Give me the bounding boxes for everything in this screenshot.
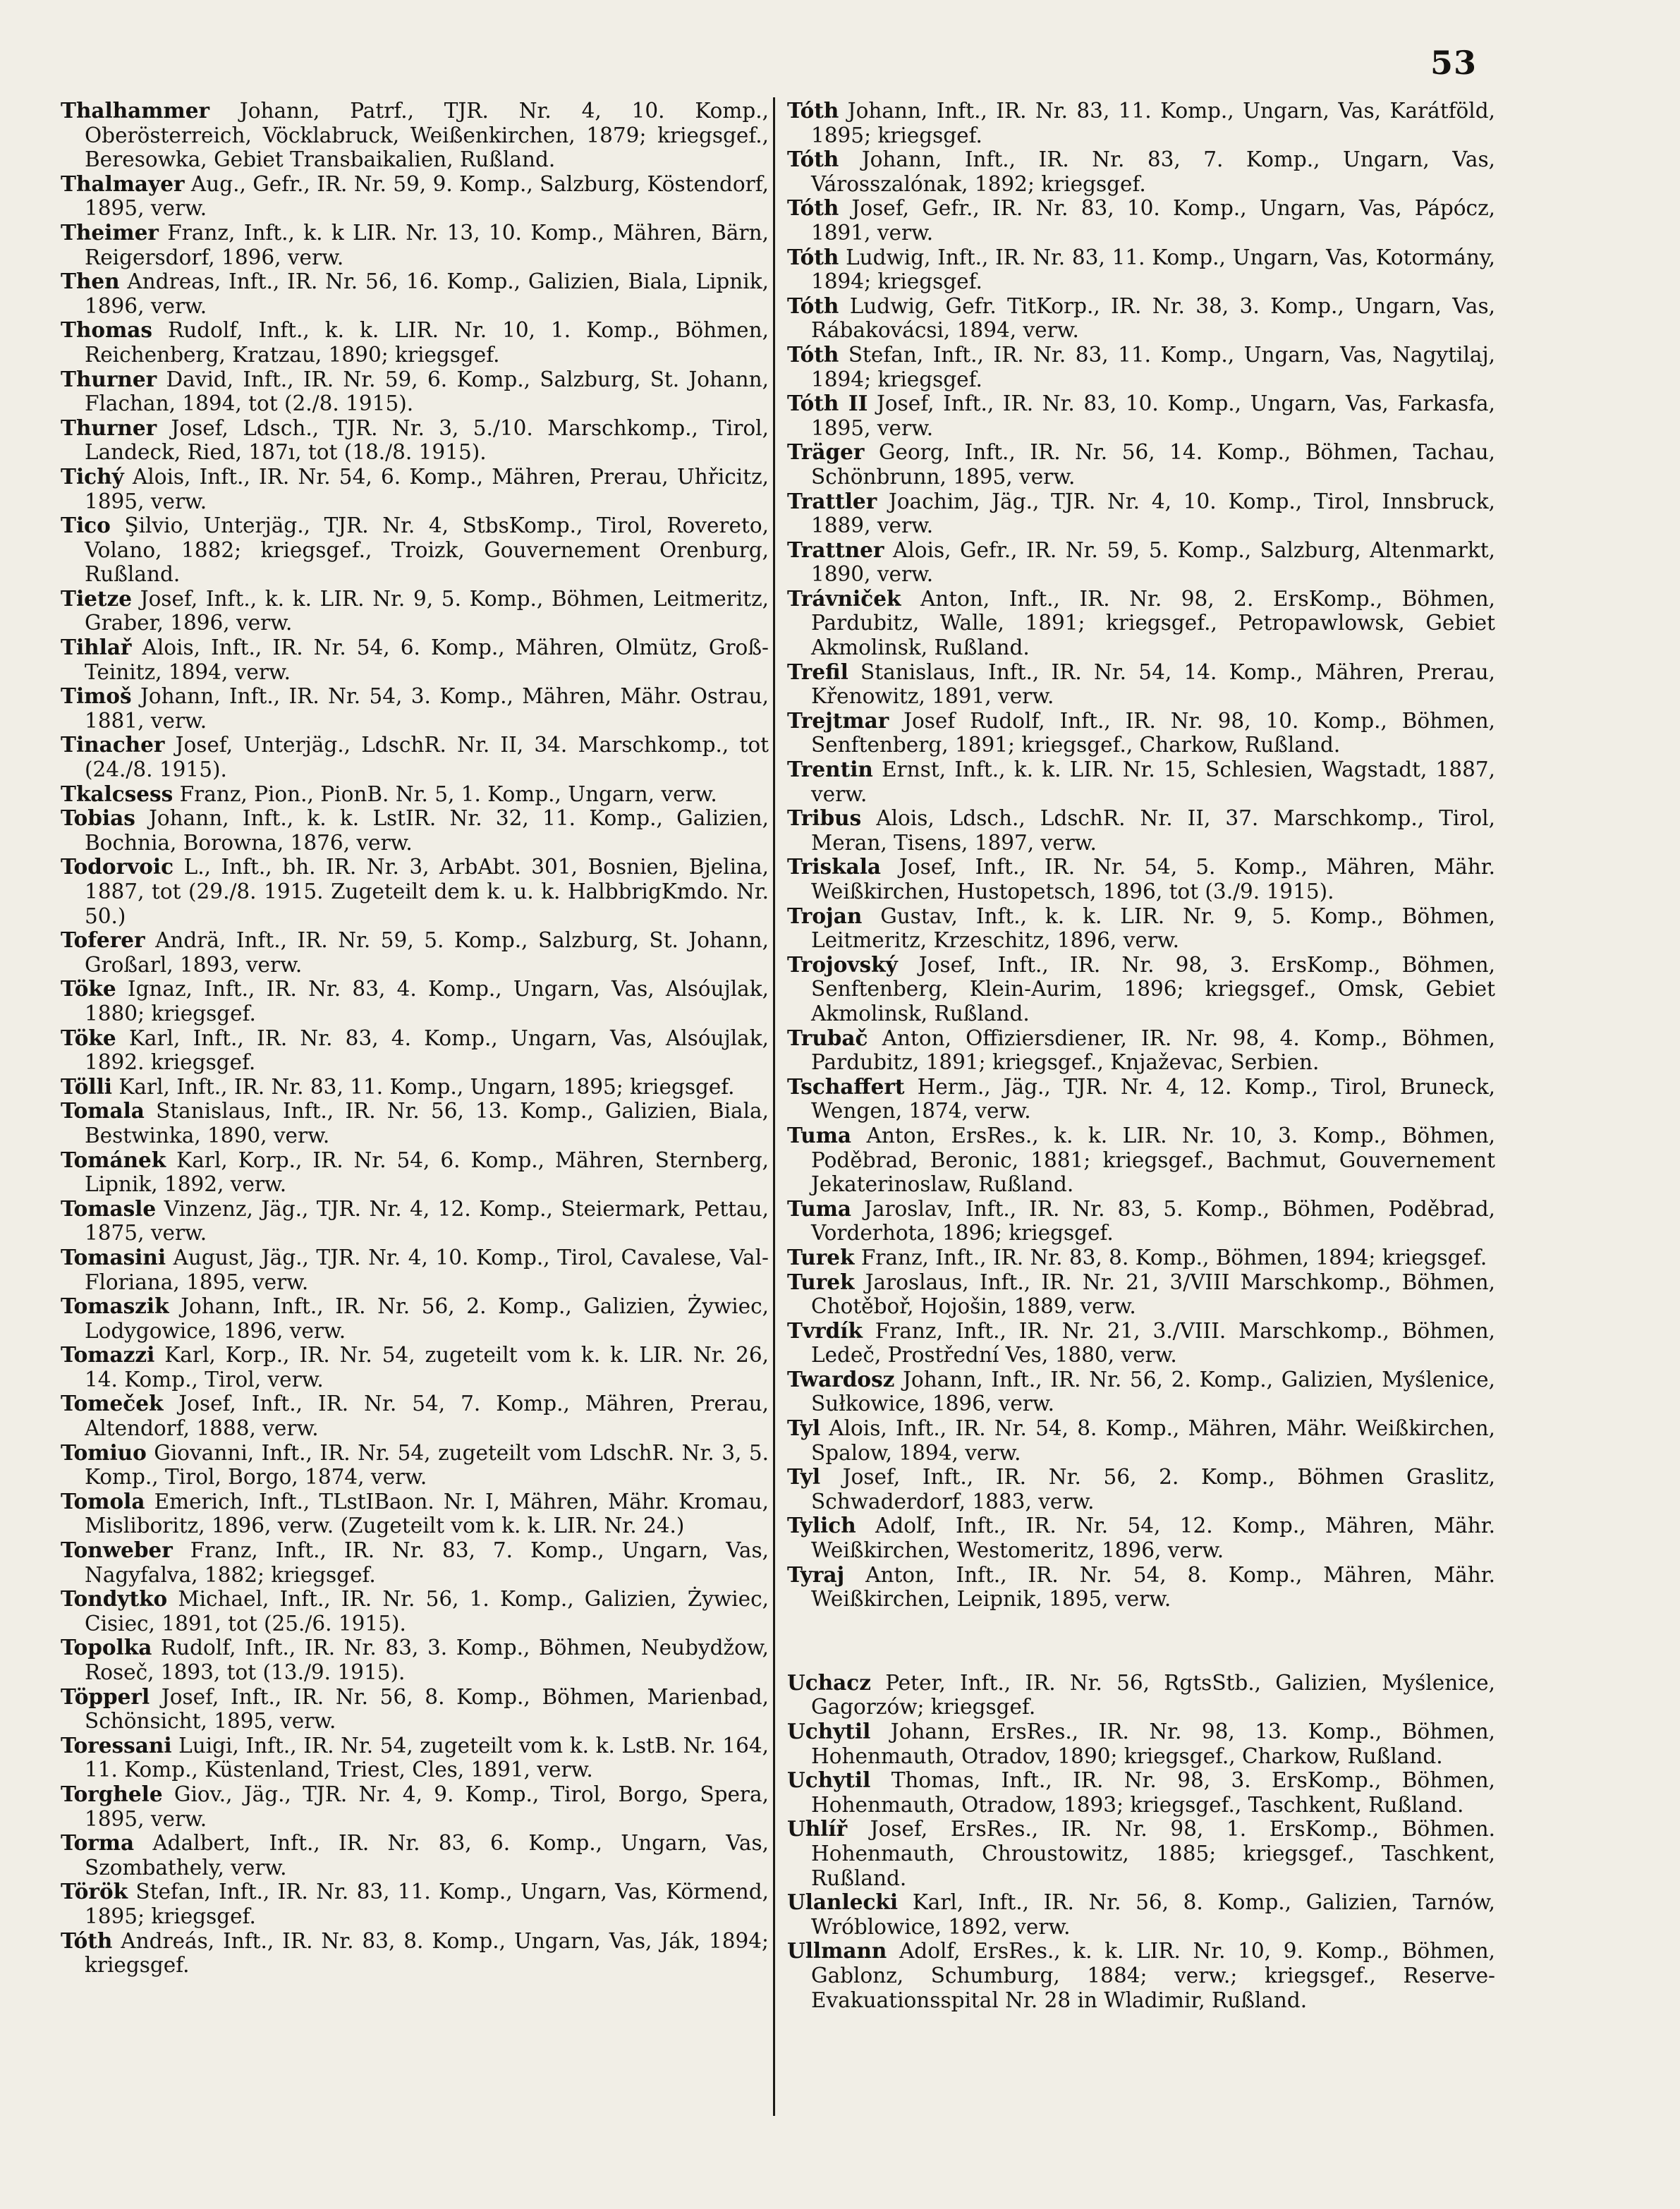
- entry-surname: Tomola: [61, 1488, 145, 1514]
- register-entry: [787, 245, 1495, 294]
- register-entry: [61, 1734, 769, 1782]
- entry-surname: Ulanlecki: [787, 1889, 899, 1915]
- register-entry: [787, 1817, 1495, 1890]
- register-entry: [61, 172, 769, 221]
- entry-details: Alois, Gefr., IR. Nr. 59, 5. Komp., Salzburg, Altenmarkt, 1890, verw.: [811, 537, 1495, 587]
- entry-details: Josef Rudolf, Inft., IR. Nr. 98, 10. Komp., Böhmen, Senftenberg, 1891; kriegsgef., Charkow, Rußland.: [811, 708, 1495, 757]
- register-entry: [61, 928, 769, 977]
- entry-details: Josef, Inft., IR. Nr. 56, 8. Komp., Böhmen, Marienbad, Schönsicht, 1895, verw.: [85, 1684, 769, 1734]
- register-entry: [787, 1270, 1495, 1319]
- entry-surname: Thalhammer: [61, 98, 210, 123]
- left-column: [61, 99, 769, 1978]
- entry-details: Alois, Inft., IR. Nr. 54, 6. Komp., Mähren, Prerau, Uhřicitz, 1895, verw.: [85, 464, 769, 513]
- register-entry: [61, 806, 769, 855]
- entry-surname: Trentin: [787, 757, 873, 782]
- entry-surname: Tico: [61, 513, 111, 538]
- entry-details: Giov., Jäg., TJR. Nr. 4, 9. Komp., Tirol, Borgo, Spera, 1895, verw.: [85, 1782, 769, 1831]
- entry-surname: Trojan: [787, 903, 863, 928]
- register-entry: [787, 660, 1495, 709]
- entry-details: Herm., Jäg., TJR. Nr. 4, 12. Komp., Tirol, Bruneck, Wengen, 1874, verw.: [811, 1074, 1495, 1124]
- entry-details: Josef, Inft., IR. Nr. 98, 3. ErsKomp., Böhmen, Senftenberg, Klein-Aurim, 1896; kriegsgef., Omsk, Gebiet Akmolinsk, Rußland.: [811, 952, 1495, 1026]
- register-entry: [61, 367, 769, 416]
- entry-surname: Uchytil: [787, 1767, 871, 1793]
- entry-details: Josef, Inft., IR. Nr. 83, 10. Komp., Ungarn, Vas, Farkasfa, 1895, verw.: [811, 391, 1495, 440]
- entry-surname: Tomala: [61, 1098, 145, 1124]
- entry-details: Ernst, Inft., k. k. LIR. Nr. 15, Schlesien, Wagstadt, 1887, verw.: [811, 757, 1495, 806]
- register-entry: [61, 1636, 769, 1684]
- entry-details: Franz, Inft., k. k LIR. Nr. 13, 10. Komp., Mähren, Bärn, Reigersdorf, 1896, verw.: [85, 220, 769, 269]
- entry-surname: Tinacher: [61, 732, 165, 757]
- entry-details: Josef, Inft., k. k. LIR. Nr. 9, 5. Komp., Böhmen, Leitmeritz, Graber, 1896, verw.: [85, 586, 769, 635]
- entry-details: Andreas, Inft., IR. Nr. 56, 16. Komp., Galizien, Biala, Lipnik, 1896, verw.: [85, 269, 769, 318]
- entry-surname: Uchytil: [787, 1719, 871, 1744]
- entry-details: Josef, Inft., IR. Nr. 56, 2. Komp., Böhmen Graslitz, Schwaderdorf, 1883, verw.: [811, 1465, 1495, 1514]
- entry-surname: Tschaffert: [787, 1073, 905, 1099]
- entry-surname: Thurner: [61, 415, 157, 440]
- register-entry: [61, 1343, 769, 1392]
- entry-details: Johann, ErsRes., IR. Nr. 98, 13. Komp., Böhmen, Hohenmauth, Otradov, 1890; kriegsgef., Charkow, Rußland.: [811, 1720, 1495, 1768]
- entry-surname: Timoš: [61, 683, 132, 709]
- register-entry: [787, 1768, 1495, 1817]
- entry-surname: Thalmayer: [61, 171, 185, 196]
- entry-surname: Tobias: [61, 805, 135, 831]
- entry-surname: Then: [61, 269, 120, 294]
- register-entry: [787, 806, 1495, 855]
- entry-details: Johann, Inft., IR. Nr. 83, 7. Komp., Ungarn, Vas, Városszalónak, 1892; kriegsgef.: [811, 147, 1495, 196]
- entry-details: Josef, Inft., IR. Nr. 54, 7. Komp., Mähren, Prerau, Altendorf, 1888, verw.: [85, 1392, 769, 1441]
- entry-details: Peter, Inft., IR. Nr. 56, RgtsStb., Galizien, Myślenice, Gagorzów; kriegsgef.: [811, 1670, 1495, 1720]
- section-gap: [787, 1612, 1495, 1671]
- entry-surname: Tóth: [787, 195, 839, 221]
- entry-surname: Trojovský: [787, 951, 898, 977]
- entry-details: Karl, Inft., IR. Nr. 83, 4. Komp., Ungarn, Vas, Alsóujlak, 1892. kriegsgef.: [85, 1026, 769, 1075]
- entry-surname: Todorvoic: [61, 854, 174, 880]
- entry-details: Josef, Gefr., IR. Nr. 83, 10. Komp., Ungarn, Vas, Pápócz, 1891, verw.: [811, 196, 1495, 245]
- register-entry: [787, 1465, 1495, 1514]
- register-entry: [61, 733, 769, 781]
- entry-details: Josef, Inft., IR. Nr. 54, 5. Komp., Mähren, Mähr. Weißkirchen, Hustopetsch, 1896, tot (3./9. 1915).: [811, 855, 1495, 903]
- entry-surname: Ullmann: [787, 1938, 887, 1964]
- entry-surname: Torghele: [61, 1781, 163, 1806]
- entry-details: August, Jäg., TJR. Nr. 4, 10. Komp., Tirol, Cavalese, Val-Floriana, 1895, verw.: [85, 1245, 769, 1294]
- register-entry: [61, 1685, 769, 1734]
- entry-surname: Tomaszik: [61, 1294, 169, 1319]
- register-entry: [61, 587, 769, 635]
- entry-details: Franz, Inft., IR. Nr. 83, 8. Komp., Böhmen, 1894; kriegsgef.: [854, 1245, 1487, 1270]
- entry-details: Andrä, Inft., IR. Nr. 59, 5. Komp., Salzburg, St. Johann, Großarl, 1893, verw.: [85, 928, 769, 977]
- register-entry: [61, 1831, 769, 1880]
- entry-details: Stefan, Inft., IR. Nr. 83, 11. Komp., Ungarn, Vas, Nagytilaj, 1894; kriegsgef.: [811, 342, 1495, 391]
- entry-surname: Töpperl: [61, 1684, 150, 1709]
- entry-details: Adolf, ErsRes., k. k. LIR. Nr. 10, 9. Komp., Böhmen, Gablonz, Schumburg, 1884; verw.; kriegsgef., Reserve-Evakuationsspital Nr. 28 in Wladimir, Rußland.: [811, 1939, 1495, 2012]
- entry-details: Gustav, Inft., k. k. LIR. Nr. 9, 5. Komp., Böhmen, Leitmeritz, Krzeschitz, 1896, verw.: [811, 903, 1495, 953]
- register-entry: [787, 294, 1495, 343]
- entry-details: Andreás, Inft., IR. Nr. 83, 8. Komp., Ungarn, Vas, Ják, 1894; kriegsgef.: [85, 1928, 769, 1978]
- entry-surname: Töke: [61, 1025, 116, 1050]
- entry-details: Josef, Unterjäg., LdschR. Nr. II, 34. Marschkomp., tot (24./8. 1915).: [85, 733, 769, 782]
- entry-details: Stefan, Inft., IR. Nr. 83, 11. Komp., Ungarn, Vas, Körmend, 1895; kriegsgef.: [85, 1880, 769, 1928]
- entry-details: Ludwig, Inft., IR. Nr. 83, 11. Komp., Ungarn, Vas, Kotormány, 1894; kriegsgef.: [811, 245, 1495, 294]
- register-entry: [787, 1246, 1495, 1270]
- register-entry: [61, 1246, 769, 1294]
- entry-details: Thomas, Inft., IR. Nr. 98, 3. ErsKomp., Böhmen, Hohenmauth, Otradow, 1893; kriegsgef., Taschkent, Rußland.: [811, 1768, 1495, 1817]
- entry-surname: Tvrdík: [787, 1318, 863, 1343]
- register-entry: [61, 1880, 769, 1928]
- entry-surname: Topolka: [61, 1635, 152, 1660]
- entry-surname: Tomasini: [61, 1244, 166, 1270]
- entry-details: Luigi, Inft., IR. Nr. 54, zugeteilt vom k. k. LstB. Nr. 164, 11. Komp., Küstenland, Triest, Cles, 1891, verw.: [85, 1733, 769, 1782]
- right-column-u-entries: [787, 1671, 1495, 2012]
- register-entry: [61, 465, 769, 513]
- entry-surname: Trejtmar: [787, 707, 889, 733]
- entry-surname: Tóth: [787, 341, 839, 367]
- entry-details: Johann, Inft., IR. Nr. 56, 2. Komp., Galizien, Żywiec, Lodygowice, 1896, verw.: [85, 1294, 769, 1343]
- entry-details: Alois, Inft., IR. Nr. 54, 6. Komp., Mähren, Olmütz, Groß-Teinitz, 1894, verw.: [85, 635, 769, 684]
- register-entry: [787, 1368, 1495, 1416]
- entry-surname: Thurner: [61, 366, 157, 391]
- entry-surname: Tylich: [787, 1513, 856, 1538]
- right-column-t-entries: [787, 99, 1495, 1612]
- entry-details: Georg, Inft., IR. Nr. 56, 14. Komp., Böhmen, Tachau, Schönbrunn, 1895, verw.: [811, 440, 1495, 489]
- entry-details: Franz, Pion., PionB. Nr. 5, 1. Komp., Ungarn, verw.: [173, 781, 717, 806]
- register-entry: [787, 757, 1495, 806]
- entry-surname: Tóth: [787, 98, 839, 123]
- register-entry: [61, 635, 769, 684]
- register-entry: [787, 1671, 1495, 1720]
- entry-details: Anton, Inft., IR. Nr. 98, 2. ErsKomp., Böhmen, Pardubitz, Walle, 1891; kriegsgef., Petropawlowsk, Gebiet Akmolinsk, Rußland.: [811, 586, 1495, 660]
- entry-surname: Toressani: [61, 1732, 172, 1758]
- page-number: 53: [1430, 44, 1477, 82]
- entry-details: Adalbert, Inft., IR. Nr. 83, 6. Komp., Ungarn, Vas, Szombathely, verw.: [85, 1831, 769, 1880]
- register-entry: [61, 855, 769, 928]
- register-entry: [787, 1939, 1495, 2012]
- entry-details: L., Inft., bh. IR. Nr. 3, ArbAbt. 301, Bosnien, Bjelina, 1887, tot (29./8. 1915. Zugeteilt dem k. u. k. HalbbrigKmdo. Nr. 50.): [85, 855, 769, 928]
- entry-surname: Tichý: [61, 463, 124, 489]
- entry-details: Anton, ErsRes., k. k. LIR. Nr. 10, 3. Komp., Böhmen, Poděbrad, Beronic, 1881; kriegsgef., Bachmut, Gouvernement Jekaterinoslaw, Rußland.: [811, 1123, 1495, 1197]
- register-entry: [787, 1197, 1495, 1246]
- register-entry: [61, 1026, 769, 1075]
- entry-details: Giovanni, Inft., IR. Nr. 54, zugeteilt vom LdschR. Nr. 3, 5. Komp., Tirol, Borgo, 1874, verw.: [85, 1440, 769, 1490]
- entry-surname: Trefil: [787, 659, 848, 684]
- register-entry: [61, 99, 769, 172]
- entry-details: Stanislaus, Inft., IR. Nr. 56, 13. Komp., Galizien, Biala, Bestwinka, 1890, verw.: [85, 1099, 769, 1148]
- entry-surname: Trattner: [787, 537, 884, 562]
- entry-details: Karl, Korp., IR. Nr. 54, 6. Komp., Mähren, Sternberg, Lipnik, 1892, verw.: [85, 1148, 769, 1197]
- column-divider: [773, 97, 775, 2116]
- register-entry: [61, 1294, 769, 1343]
- entry-surname: Uhlíř: [787, 1816, 848, 1842]
- entry-details: Şilvio, Unterjäg., TJR. Nr. 4, StbsKomp., Tirol, Rovereto, Volano, 1882; kriegsgef., Troizk, Gouvernement Orenburg, Rußland.: [85, 513, 769, 587]
- register-entry: [787, 587, 1495, 660]
- entry-surname: Toferer: [61, 927, 145, 953]
- register-entry: [787, 538, 1495, 587]
- register-entry: [787, 147, 1495, 196]
- register-entry: [61, 269, 769, 318]
- register-entry: [787, 855, 1495, 903]
- entry-surname: Tyl: [787, 1416, 821, 1441]
- entry-details: Ludwig, Gefr. TitKorp., IR. Nr. 38, 3. Komp., Ungarn, Vas, Rábakovácsi, 1894, verw.: [811, 293, 1495, 343]
- entry-details: Franz, Inft., IR. Nr. 21, 3./VIII. Marschkomp., Böhmen, Ledeč, Prostřední Ves, 1880, verw.: [811, 1318, 1495, 1368]
- entry-details: Alois, Ldsch., LdschR. Nr. II, 37. Marschkomp., Tirol, Meran, Tisens, 1897, verw.: [811, 806, 1495, 855]
- entry-details: Karl, Inft., IR. Nr. 56, 8. Komp., Galizien, Tarnów, Wróblowice, 1892, verw.: [811, 1890, 1495, 1939]
- entry-surname: Tihlař: [61, 635, 132, 660]
- entry-surname: Tuma: [787, 1122, 852, 1148]
- entry-surname: Tölli: [61, 1073, 113, 1099]
- entry-surname: Trávniček: [787, 585, 901, 611]
- register-entry: [61, 513, 769, 587]
- register-entry: [61, 1392, 769, 1440]
- register-entry: [787, 1026, 1495, 1075]
- register-entry: [787, 1124, 1495, 1197]
- entry-surname: Tyraj: [787, 1562, 845, 1587]
- register-entry: [61, 1538, 769, 1587]
- entry-surname: Uchacz: [787, 1669, 871, 1695]
- entry-details: Karl, Korp., IR. Nr. 54, zugeteilt vom k. k. LIR. Nr. 26, 14. Komp., Tirol, verw.: [85, 1343, 769, 1392]
- entry-surname: Tóth: [787, 244, 839, 269]
- register-entry: [61, 1099, 769, 1148]
- entry-details: Rudolf, Inft., IR. Nr. 83, 3. Komp., Böhmen, Neubydžow, Roseč, 1893, tot (13./9. 1915).: [85, 1636, 769, 1684]
- entry-surname: Tóth: [787, 293, 839, 318]
- register-entry: [61, 1197, 769, 1246]
- entry-details: Adolf, Inft., IR. Nr. 54, 12. Komp., Mähren, Mähr. Weißkirchen, Westomeritz, 1896, verw.: [811, 1514, 1495, 1563]
- entry-surname: Twardosz: [787, 1366, 895, 1392]
- entry-surname: Tomeček: [61, 1391, 164, 1416]
- entry-surname: Theimer: [61, 219, 159, 245]
- entry-surname: Török: [61, 1879, 128, 1904]
- entry-details: Johann, Inft., IR. Nr. 56, 2. Komp., Galizien, Myślenice, Sułkowice, 1896, verw.: [811, 1367, 1495, 1416]
- entry-surname: Tóth II: [787, 391, 868, 416]
- entry-details: Johann, Patrf., TJR. Nr. 4, 10. Komp., Oberösterreich, Vöcklabruck, Weißenkirchen, 1879; kriegsgef., Beresowka, Gebiet Transbaikalien, Rußland.: [85, 99, 769, 172]
- register-entry: [61, 1441, 769, 1490]
- entry-details: Anton, Offiziersdiener, IR. Nr. 98, 4. Komp., Böhmen, Pardubitz, 1891; kriegsgef., Knjaževac, Serbien.: [811, 1026, 1495, 1075]
- entry-details: Franz, Inft., IR. Nr. 83, 7. Komp., Ungarn, Vas, Nagyfalva, 1882; kriegsgef.: [85, 1538, 769, 1587]
- entry-details: Vinzenz, Jäg., TJR. Nr. 4, 12. Komp., Steiermark, Pettau, 1875, verw.: [85, 1196, 769, 1246]
- register-entry: [61, 221, 769, 269]
- entry-surname: Trubač: [787, 1025, 868, 1050]
- entry-surname: Tuma: [787, 1195, 852, 1221]
- entry-surname: Töke: [61, 976, 116, 1002]
- entry-details: Ignaz, Inft., IR. Nr. 83, 4. Komp., Ungarn, Vas, Alsóujlak, 1880; kriegsgef.: [85, 977, 769, 1026]
- entry-surname: Tkalcsess: [61, 781, 174, 806]
- register-entry: [787, 196, 1495, 245]
- entry-surname: Tonweber: [61, 1538, 173, 1563]
- entry-details: Rudolf, Inft., k. k. LIR. Nr. 10, 1. Komp., Böhmen, Reichenberg, Kratzau, 1890; kriegsgef.: [85, 318, 769, 367]
- entry-surname: Triskala: [787, 854, 882, 880]
- register-entry: [61, 1782, 769, 1831]
- entry-details: Joachim, Jäg., TJR. Nr. 4, 10. Komp., Tirol, Innsbruck, 1889, verw.: [811, 489, 1495, 538]
- entry-surname: Tománek: [61, 1147, 166, 1172]
- register-entry: [61, 1929, 769, 1978]
- register-entry: [61, 1075, 769, 1100]
- register-entry: [787, 1319, 1495, 1368]
- register-entry: [787, 1075, 1495, 1124]
- entry-details: Johann, Inft., IR. Nr. 54, 3. Komp., Mähren, Mähr. Ostrau, 1881, verw.: [85, 684, 769, 733]
- entry-surname: Tomiuo: [61, 1440, 147, 1465]
- entry-surname: Tóth: [787, 147, 839, 172]
- entry-surname: Tomazzi: [61, 1342, 155, 1368]
- register-entry: [787, 953, 1495, 1026]
- register-entry: [787, 709, 1495, 757]
- register-entry: [61, 1490, 769, 1538]
- register-entry: [61, 1148, 769, 1197]
- entry-details: Josef, Ldsch., TJR. Nr. 3, 5./10. Marschkomp., Tirol, Landeck, Ried, 187ı, tot (18./8. 1915).: [85, 415, 769, 465]
- entry-surname: Tyl: [787, 1464, 821, 1490]
- entry-details: Michael, Inft., IR. Nr. 56, 1. Komp., Galizien, Żywiec, Cisiec, 1891, tot (25./6. 1915).: [85, 1587, 769, 1636]
- register-entry: [787, 1563, 1495, 1612]
- entry-surname: Tomasle: [61, 1195, 157, 1221]
- register-entry: [61, 782, 769, 807]
- register-entry: [61, 416, 769, 465]
- register-entry: [61, 977, 769, 1026]
- entry-surname: Träger: [787, 439, 865, 465]
- entry-surname: Turek: [787, 1269, 855, 1294]
- register-entry: [787, 1416, 1495, 1465]
- entry-surname: Tondytko: [61, 1586, 168, 1612]
- entry-details: Stanislaus, Inft., IR. Nr. 54, 14. Komp., Mähren, Prerau, Křenowitz, 1891, verw.: [811, 659, 1495, 709]
- register-entry: [787, 1720, 1495, 1768]
- register-entry: [787, 1514, 1495, 1562]
- right-column: [787, 99, 1495, 2012]
- entry-details: Aug., Gefr., IR. Nr. 59, 9. Komp., Salzburg, Köstendorf, 1895, verw.: [85, 171, 769, 221]
- entry-surname: Torma: [61, 1830, 135, 1856]
- entry-surname: Thomas: [61, 317, 153, 343]
- entry-details: Johann, Inft., k. k. LstIR. Nr. 32, 11. Komp., Galizien, Bochnia, Borowna, 1876, verw.: [85, 806, 769, 855]
- register-entry: [787, 99, 1495, 147]
- entry-details: Jaroslaus, Inft., IR. Nr. 21, 3/VIII Marschkomp., Böhmen, Chotěboř, Hojošin, 1889, verw.: [811, 1270, 1495, 1319]
- register-entry: [787, 1890, 1495, 1939]
- register-entry: [787, 440, 1495, 489]
- entry-surname: Tribus: [787, 805, 862, 831]
- register-entry: [61, 318, 769, 367]
- entry-details: Josef, ErsRes., IR. Nr. 98, 1. ErsKomp., Böhmen. Hohenmauth, Chroustowitz, 1885; kriegsgef., Taschkent, Rußland.: [811, 1817, 1495, 1890]
- entry-details: Johann, Inft., IR. Nr. 83, 11. Komp., Ungarn, Vas, Karátföld, 1895; kriegsgef.: [811, 99, 1495, 147]
- register-entry: [61, 684, 769, 733]
- entry-surname: Trattler: [787, 488, 877, 513]
- entry-surname: Tóth: [61, 1928, 113, 1953]
- entry-details: Alois, Inft., IR. Nr. 54, 8. Komp., Mähren, Mähr. Weißkirchen, Spalow, 1894, verw.: [811, 1416, 1495, 1465]
- register-entry: [787, 391, 1495, 440]
- entry-details: Karl, Inft., IR. Nr. 83, 11. Komp., Ungarn, 1895; kriegsgef.: [112, 1074, 735, 1099]
- register-entry: [787, 904, 1495, 953]
- register-entry: [61, 1587, 769, 1636]
- register-entry: [787, 489, 1495, 538]
- entry-details: Jaroslav, Inft., IR. Nr. 83, 5. Komp., Böhmen, Poděbrad, Vorderhota, 1896; kriegsgef.: [811, 1196, 1495, 1246]
- entry-details: David, Inft., IR. Nr. 59, 6. Komp., Salzburg, St. Johann, Flachan, 1894, tot (2./8. 1915).: [85, 367, 769, 416]
- entry-details: Emerich, Inft., TLstIBaon. Nr. I, Mähren, Mähr. Kromau, Misliboritz, 1896, verw. (Zugeteilt vom k. k. LIR. Nr. 24.): [85, 1489, 769, 1538]
- entry-surname: Turek: [787, 1244, 855, 1270]
- entry-details: Anton, Inft., IR. Nr. 54, 8. Komp., Mähren, Mähr. Weißkirchen, Leipnik, 1895, verw.: [811, 1562, 1495, 1612]
- register-entry: [787, 343, 1495, 391]
- entry-surname: Tietze: [61, 585, 133, 611]
